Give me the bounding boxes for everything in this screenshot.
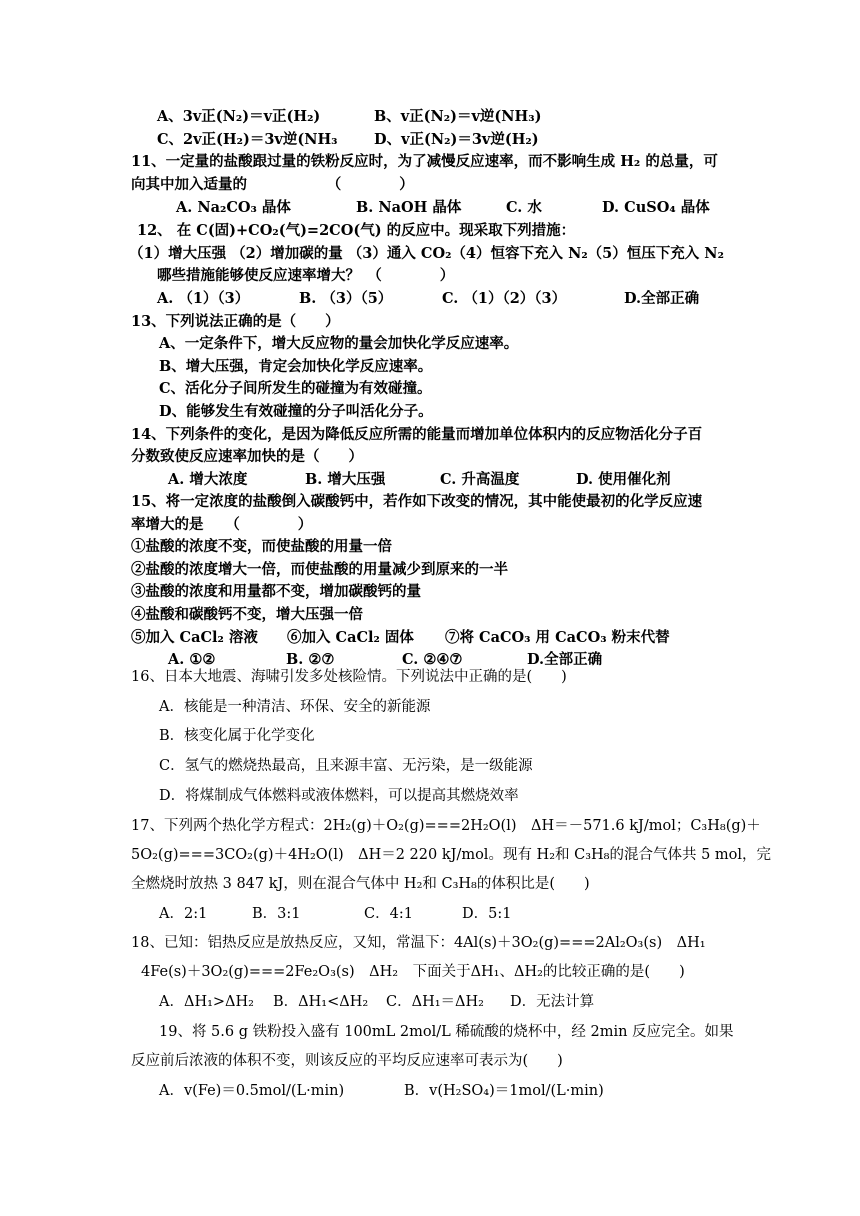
q16-stem: 16、日本大地震、海啸引发多处核险情。下列说法中正确的是( ) [131, 669, 567, 685]
q15-item-6: ⑥加入 CaCl₂ 固体 [287, 629, 414, 646]
q16-option-a: A．核能是一种清洁、环保、安全的新能源 [159, 699, 431, 715]
q15-item-4: ④盐酸和碳酸钙不变，增大压强一倍 [131, 606, 363, 623]
q11-option-c: C. 水 [506, 199, 542, 216]
q14-option-c: C. 升高温度 [440, 471, 520, 488]
q18-stem-line1: 18、已知：铝热反应是放热反应，又知，常温下：4Al(s)＋3O₂(g)===2Al₂O₃(s) ΔH₁ [131, 935, 706, 951]
q12-option-d: D.全部正确 [624, 290, 700, 307]
q15-item-1: ①盐酸的浓度不变，而使盐酸的用量一倍 [131, 538, 392, 555]
q12-option-a: A. （1）（3） [157, 290, 250, 307]
q18-option-b: B．ΔH₁<ΔH₂ [273, 994, 369, 1010]
q19-option-b: B．v(H₂SO₄)＝1mol/(L·min) [404, 1083, 604, 1099]
q14-stem-line1: 14、下列条件的变化，是因为降低反应所需的能量而增加单位体积内的反应物活化分子百 [131, 426, 703, 443]
q17-option-b: B．3:1 [252, 906, 301, 922]
q10-option-d: D、v正(N₂)＝3v逆(H₂) [374, 131, 539, 148]
q15-option-b: B. ②⑦ [286, 651, 335, 668]
q15-stem-line1: 15、将一定浓度的盐酸倒入碳酸钙中，若作如下改变的情况，其中能使最初的化学反应速 [131, 493, 703, 510]
q13-stem: 13、下列说法正确的是（ ） [131, 313, 340, 330]
q18-stem-line2: 4Fe(s)＋3O₂(g)===2Fe₂O₃(s) ΔH₂ 下面关于ΔH₁、ΔH₂的比较正确的是( ) [141, 964, 685, 980]
q10-option-a: A、3v正(N₂)＝v正(H₂) [157, 108, 321, 125]
q13-option-c: C、活化分子间所发生的碰撞为有效碰撞。 [159, 380, 432, 397]
q10-option-b: B、v正(N₂)＝v逆(NH₃) [374, 108, 542, 125]
q19-option-a: A．v(Fe)＝0.5mol/(L·min) [159, 1083, 345, 1099]
q12-stem-line2: （1）增大压强 （2）增加碳的量 （3）通入 CO₂（4）恒容下充入 N₂（5）恒压下充入 N₂ [129, 245, 724, 262]
q17-option-a: A．2:1 [159, 906, 208, 922]
q12-stem-line1: 12、 在 C(固)+CO₂(气)=2CO(气) 的反应中。现采取下列措施： [137, 222, 576, 239]
q15-option-a: A. ①② [168, 651, 216, 668]
q15-stem-line2: 率增大的是 （ ） [131, 516, 313, 533]
q15-item-7: ⑦将 CaCO₃ 用 CaCO₃ 粉末代替 [445, 629, 670, 646]
q13-option-d: D、能够发生有效碰撞的分子叫活化分子。 [159, 403, 433, 420]
q16-option-d: D．将煤制成气体燃料或液体燃料，可以提高其燃烧效率 [159, 788, 519, 804]
q17-stem-line2: 5O₂(g)===3CO₂(g)＋4H₂O(l) ΔH＝2 220 kJ/mol。现有 H₂和 C₃H₈的混合气体共 5 mol，完 [131, 847, 772, 863]
q17-option-d: D．5:1 [462, 906, 512, 922]
q18-option-d: D．无法计算 [510, 994, 595, 1010]
q17-stem-line1: 17、下列两个热化学方程式：2H₂(g)＋O₂(g)===2H₂O(l) ΔH＝－571.6 kJ/mol；C₃H₈(g)＋ [131, 818, 761, 834]
q14-stem-line2: 分数致使反应速率加快的是（ ） [131, 448, 363, 465]
q17-stem-line3: 全燃烧时放热 3 847 kJ，则在混合气体中 H₂和 C₃H₈的体积比是( ) [131, 876, 590, 892]
q10-option-c: C、2v正(H₂)＝3v逆(NH₃ [157, 131, 338, 148]
q15-item-2: ②盐酸的浓度增大一倍，而使盐酸的用量减少到原来的一半 [131, 561, 508, 578]
q11-stem-line1: 11、一定量的盐酸跟过量的铁粉反应时，为了减慢反应速率，而不影响生成 H₂ 的总量，可 [131, 153, 718, 170]
q15-item-5: ⑤加入 CaCl₂ 溶液 [131, 629, 258, 646]
q19-stem-line1: 19、将 5.6 g 铁粉投入盛有 100mL 2mol/L 稀硫酸的烧杯中，经 2min 反应完全。如果 [159, 1024, 734, 1040]
q18-option-a: A．ΔH₁>ΔH₂ [159, 994, 254, 1010]
q13-option-a: A、一定条件下，增大反应物的量会加快化学反应速率。 [159, 335, 519, 352]
q11-option-d: D. CuSO₄ 晶体 [602, 199, 710, 216]
q14-option-b: B. 增大压强 [305, 471, 386, 488]
q18-option-c: C．ΔH₁＝ΔH₂ [386, 994, 484, 1010]
q14-option-d: D. 使用催化剂 [576, 471, 671, 488]
q14-option-a: A. 增大浓度 [168, 471, 248, 488]
q12-option-b: B. （3）（5） [299, 290, 393, 307]
q12-option-c: C. （1）（2）（3） [442, 290, 567, 307]
q19-stem-line2: 反应前后浓液的体积不变，则该反应的平均反应速率可表示为( ) [131, 1053, 563, 1069]
q15-option-c: C. ②④⑦ [402, 651, 463, 668]
q11-option-a: A. Na₂CO₃ 晶体 [176, 199, 291, 216]
q16-option-c: C．氢气的燃烧热最高，且来源丰富、无污染，是一级能源 [159, 758, 533, 774]
q16-option-b: B．核变化属于化学变化 [159, 728, 315, 744]
q12-stem-line3: 哪些措施能够使反应速率增大？ （ ） [157, 267, 455, 284]
q15-option-d: D.全部正确 [527, 651, 603, 668]
q11-stem-line2: 向其中加入适量的 （ ） [131, 176, 414, 193]
q11-option-b: B. NaOH 晶体 [356, 199, 462, 216]
q17-option-c: C．4:1 [364, 906, 413, 922]
q15-item-3: ③盐酸的浓度和用量都不变，增加碳酸钙的量 [131, 583, 421, 600]
q13-option-b: B、增大压强，肯定会加快化学反应速率。 [159, 358, 433, 375]
